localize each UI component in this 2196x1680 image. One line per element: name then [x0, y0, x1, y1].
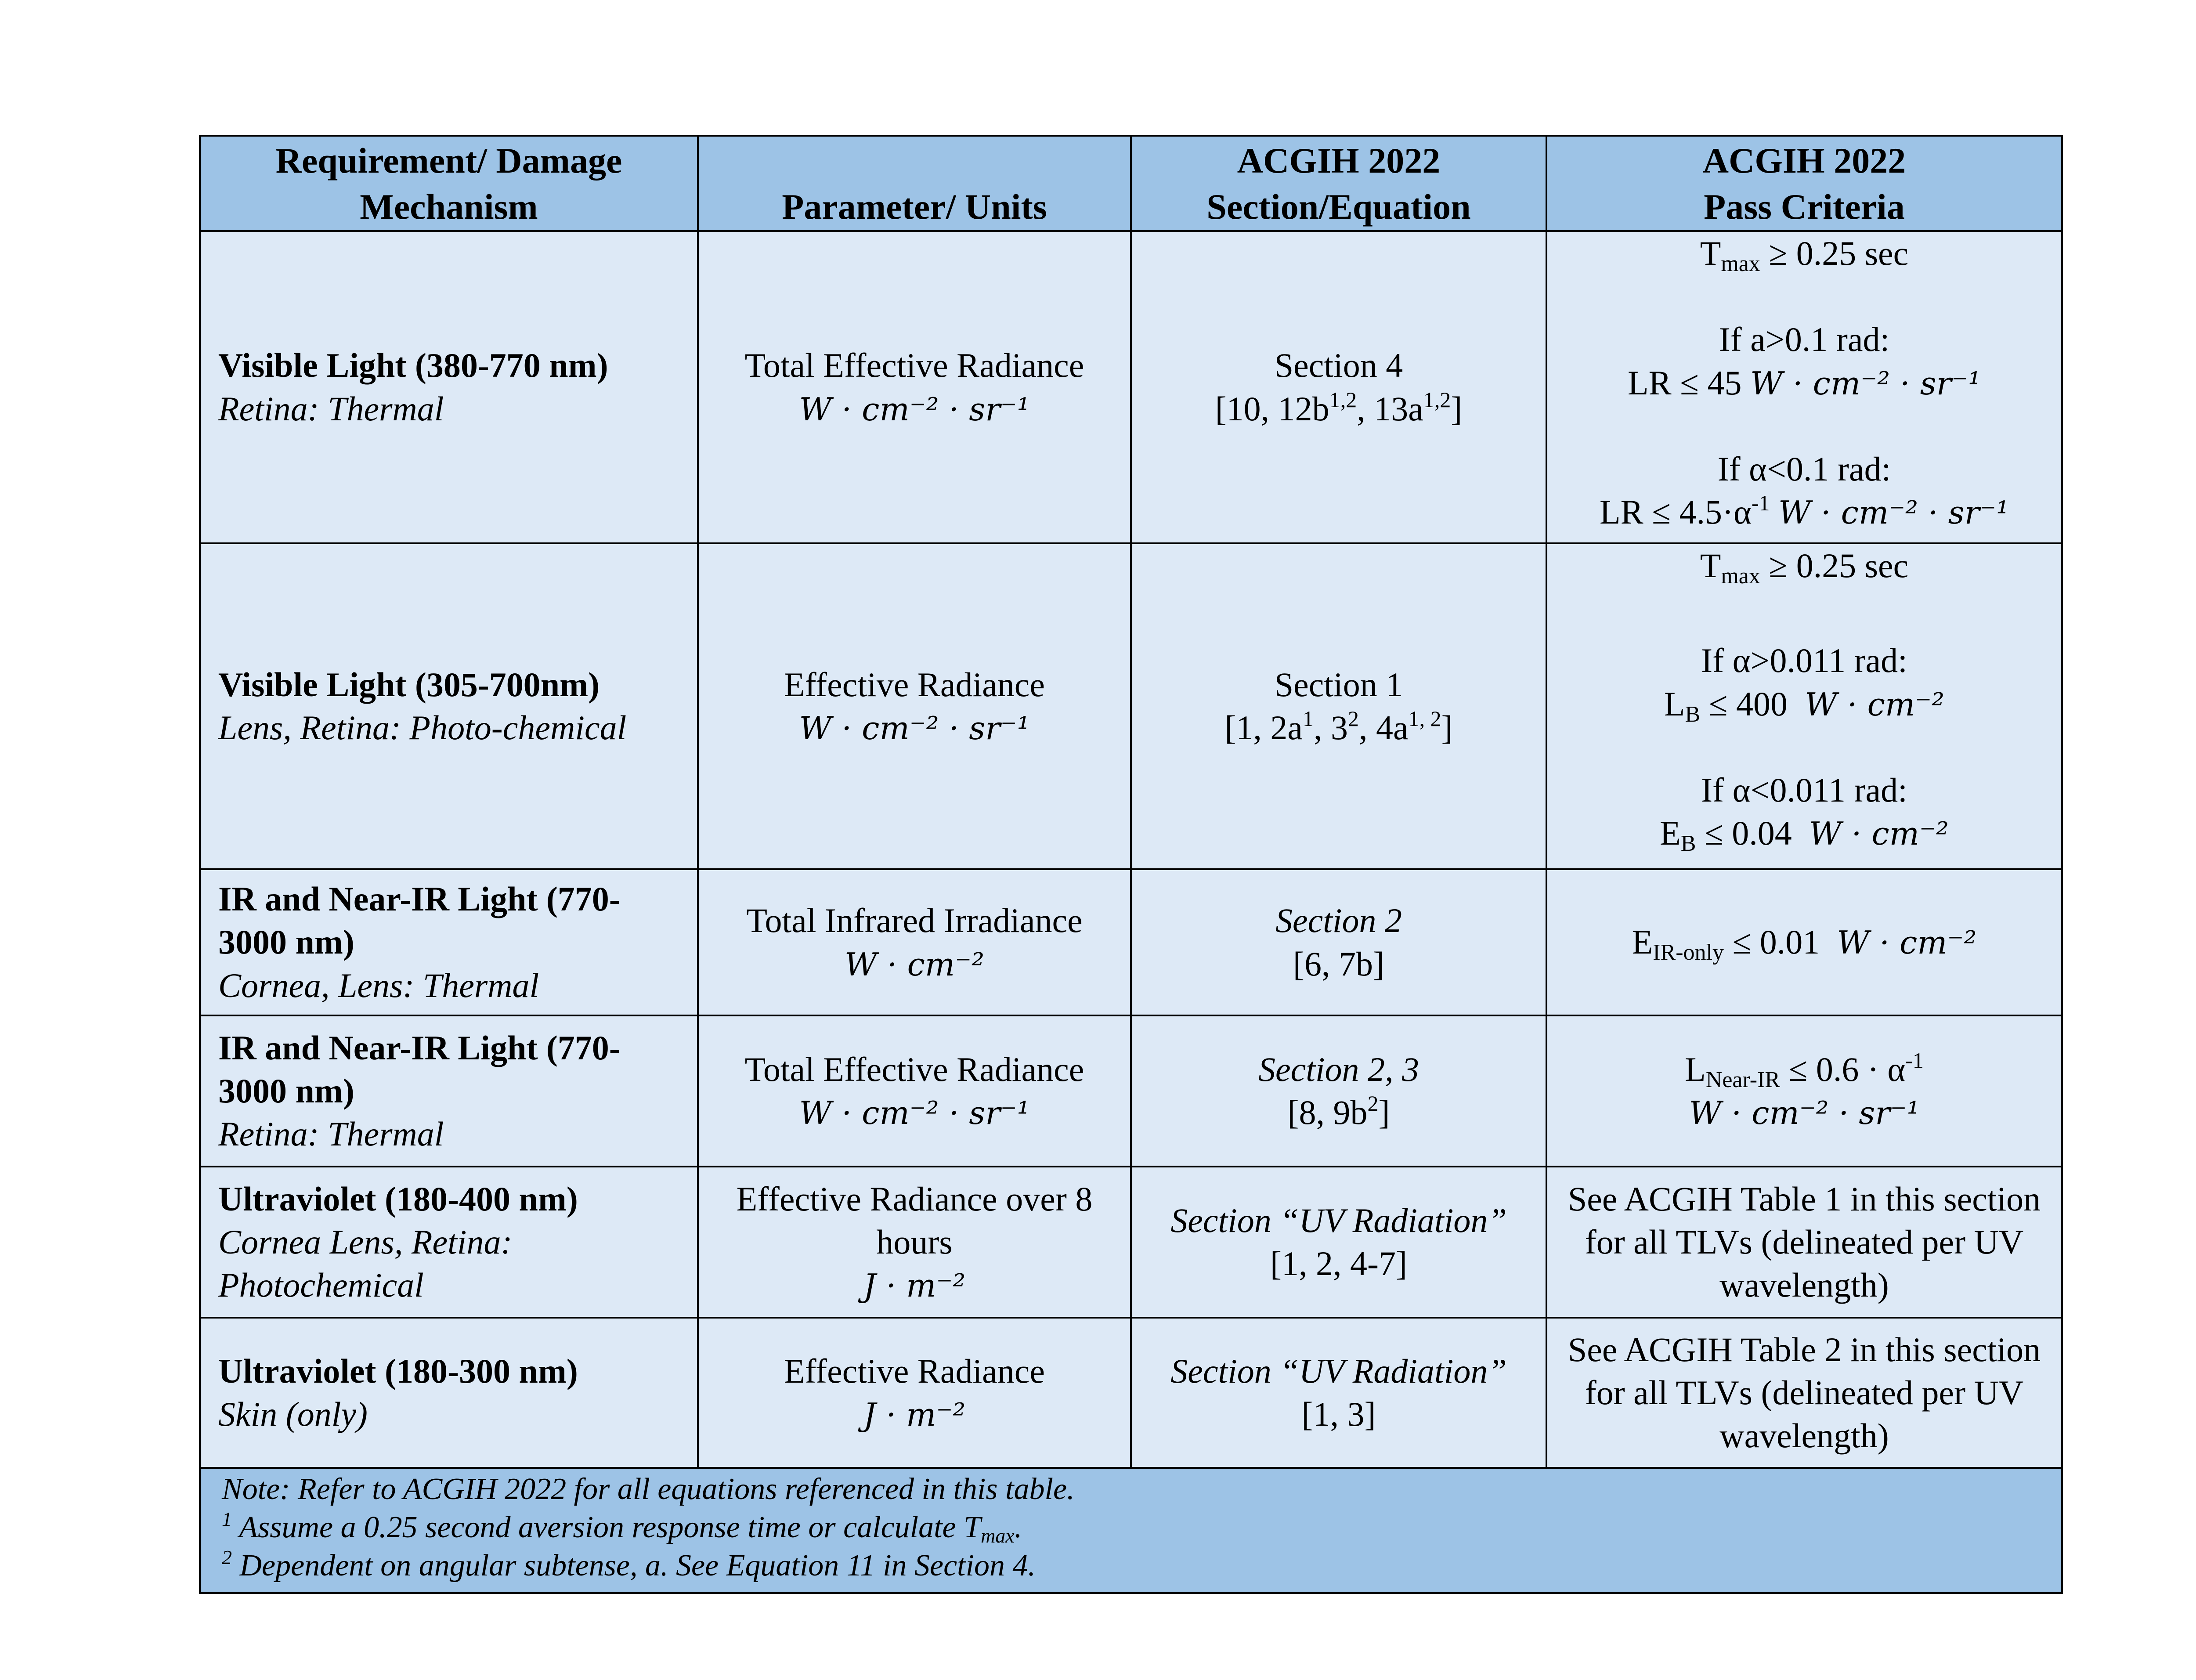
tmax-criterion: $T_{max} \ge 0.25$ sec: [1700, 234, 1909, 276]
criteria-cell: [1546, 1167, 2062, 1318]
parameter-name: Effective Radiance over 8 hours: [736, 1179, 1093, 1261]
requirement-cell: [200, 1318, 698, 1468]
criterion-units: W · cm⁻² · sr⁻¹: [1689, 1095, 1920, 1131]
requirement-cell: [200, 543, 698, 869]
damage-mechanism: Retina: Thermal: [218, 389, 444, 428]
criterion-text: See ACGIH Table 2 in this section for all TLVs (delineated per UV wavelength): [1568, 1330, 2041, 1455]
footnote-1: $^1$ Assume a 0.25 second aversion response time or calculate $T_{max}$.: [222, 1507, 1022, 1547]
header-pass-criteria: ACGIH 2022 Pass Criteria: [1546, 136, 2062, 231]
table-row: [200, 1015, 2062, 1167]
criterion-1: $L_B \le 400$ W · cm⁻²: [1664, 684, 1945, 727]
requirement-cell: [200, 1015, 698, 1167]
damage-mechanism: Retina: Thermal: [218, 1115, 444, 1153]
parameter-name: Total Infrared Irradiance: [746, 901, 1083, 940]
equation-refs: [10, $12b^{1,2}$, $13a^{1,2}$]: [1215, 387, 1463, 428]
criterion-2: $E_B \le 0.04$ W · cm⁻²: [1660, 814, 1949, 856]
header-parameter: Parameter/ Units: [698, 136, 1131, 231]
parameter-cell: [698, 869, 1131, 1015]
footnote-2: $^2$ Dependent on angular subtense, a. See Equation 11 in Section 4.: [222, 1546, 1036, 1582]
criteria-cell: $T_{max} \ge 0.25$ sec If α>0.011 rad: $L_B \le 400$ W · cm⁻² If α<0.011 rad: $E_B \le 0.04$ W · cm⁻²: [1546, 543, 2062, 869]
requirement-cell: [200, 869, 698, 1015]
tmax-criterion: $T_{max} \ge 0.25$ sec: [1700, 546, 1909, 589]
section-cell: Section “UV Radiation” [1, 2, 4-7]: [1131, 1167, 1546, 1318]
damage-mechanism: Cornea, Lens: Thermal: [218, 966, 539, 1004]
equation-refs: [6, 7b]: [1293, 944, 1384, 983]
parameter-cell: [698, 543, 1131, 869]
notes-row: [200, 1468, 2062, 1593]
criteria-cell: $T_{max} \ge 0.25$ sec If a>0.1 rad: LR ≤ 45 W · cm⁻² · sr⁻¹ If α<0.1 rad: LR ≤ $4.5\cdot\alpha^{-1}$ W · cm⁻² · sr⁻¹: [1546, 231, 2062, 543]
section-cell: Section 4 [10, $12b^{1,2}$, $13a^{1,2}$]: [1131, 231, 1546, 543]
requirement-name: IR and Near-IR Light (770-3000 nm): [218, 1028, 621, 1110]
damage-mechanism: Skin (only): [218, 1395, 368, 1433]
table-row: [200, 1318, 2062, 1468]
parameter-name: Total Effective Radiance: [744, 346, 1084, 385]
criteria-cell: [1546, 869, 2062, 1015]
requirement-name: Visible Light (305-700nm): [218, 665, 600, 704]
criterion-1: LR ≤ 45 W · cm⁻² · sr⁻¹: [1627, 363, 1981, 402]
requirement-name: Ultraviolet (180-400 nm): [218, 1179, 578, 1218]
parameter-units: W · cm⁻²: [844, 946, 985, 983]
requirement-name: IR and Near-IR Light (770-3000 nm): [218, 880, 621, 961]
requirement-cell: [200, 231, 698, 543]
table-row: [200, 1167, 2062, 1318]
parameter-name: Effective Radiance: [784, 1351, 1045, 1390]
section-cell: Section 2, 3 [8, $9b^2$]: [1131, 1015, 1546, 1167]
parameter-name: Total Effective Radiance: [744, 1050, 1084, 1088]
equation-refs: [1, 3]: [1301, 1395, 1376, 1433]
table-row: [200, 543, 2062, 869]
parameter-units: J · m⁻²: [863, 1396, 966, 1433]
parameter-cell: [698, 231, 1131, 543]
table-row: [200, 231, 2062, 543]
criterion-1: $L_{Near-IR} \le 0.6 \cdot \alpha^{-1}$: [1685, 1048, 1924, 1092]
note-line: Note: Refer to ACGIH 2022 for all equations referenced in this table.: [222, 1472, 1075, 1506]
tlv-requirements-table: [199, 135, 2063, 1594]
damage-mechanism: Lens, Retina: Photo-chemical: [218, 708, 627, 747]
parameter-units: W · cm⁻² · sr⁻¹: [799, 710, 1030, 747]
parameter-units: J · m⁻²: [863, 1267, 966, 1304]
damage-mechanism: Cornea Lens, Retina: Photochemical: [218, 1222, 513, 1304]
parameter-name: Effective Radiance: [784, 665, 1045, 704]
table-notes: [200, 1468, 2062, 1593]
header-row: [200, 136, 2062, 231]
parameter-cell: [698, 1015, 1131, 1167]
equation-refs: [8, $9b^2$]: [1287, 1091, 1390, 1131]
requirement-cell: [200, 1167, 698, 1318]
section-cell: Section 1 [1, $2a^1$, $3^2$, $4a^{1, 2}$]: [1131, 543, 1546, 869]
criteria-cell: [1546, 1015, 2062, 1167]
parameter-cell: [698, 1167, 1131, 1318]
equation-refs: [1, 2, 4-7]: [1270, 1244, 1407, 1283]
requirement-name: Ultraviolet (180-300 nm): [218, 1351, 578, 1390]
parameter-units: W · cm⁻² · sr⁻¹: [799, 390, 1030, 428]
section-cell: Section 2 [6, 7b]: [1131, 869, 1546, 1015]
parameter-units: W · cm⁻² · sr⁻¹: [799, 1095, 1030, 1131]
criterion-text: See ACGIH Table 1 in this section for all TLVs (delineated per UV wavelength): [1568, 1179, 2041, 1304]
requirement-name: Visible Light (380-770 nm): [218, 346, 608, 385]
table-row: [200, 869, 2062, 1015]
header-section-equation: ACGIH 2022 Section/Equation: [1131, 136, 1546, 231]
equation-refs: [1, $2a^1$, $3^2$, $4a^{1, 2}$]: [1224, 706, 1453, 747]
section-cell: Section “UV Radiation” [1, 3]: [1131, 1318, 1546, 1468]
header-requirement: Requirement/ Damage Mechanism: [200, 136, 698, 231]
criteria-cell: [1546, 1318, 2062, 1468]
criterion-1: $E_{IR-only} \le 0.01$ W · cm⁻²: [1632, 923, 1977, 965]
criterion-2: LR ≤ $4.5\cdot\alpha^{-1}$ W · cm⁻² · sr⁻¹: [1599, 491, 2009, 531]
parameter-cell: [698, 1318, 1131, 1468]
